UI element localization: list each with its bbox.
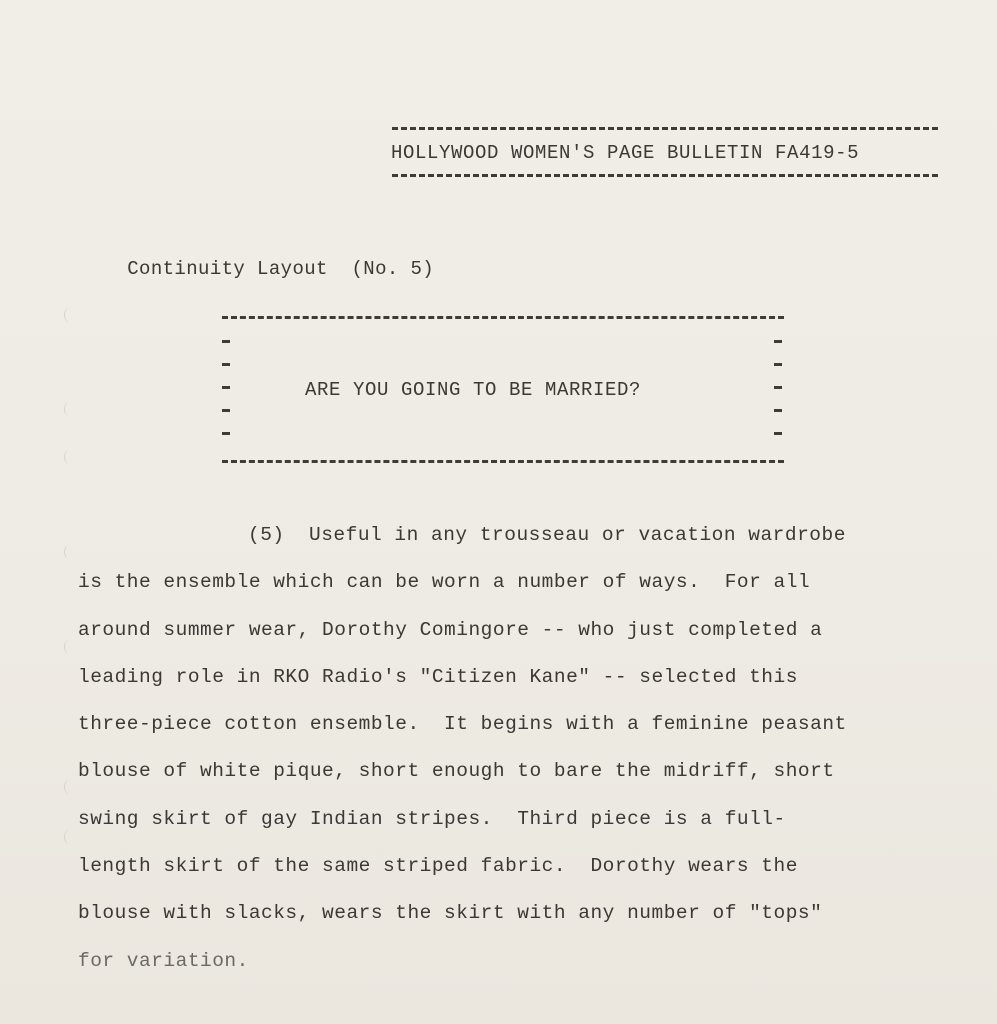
article-body: [78, 512, 978, 985]
layout-label: Continuity Layout: [127, 258, 328, 280]
headline-box-bottom: [222, 460, 784, 463]
article-line: leading role in RKO Radio's "Citizen Kane" -- selected this: [78, 665, 798, 688]
margin-mark: [64, 640, 75, 654]
margin-mark: [64, 308, 75, 322]
article-line: three-piece cotton ensemble. It begins with a feminine peasant: [78, 713, 847, 736]
headline-box-left: [222, 340, 230, 440]
article-line: is the ensemble which can be worn a number of ways. For all: [78, 571, 811, 594]
header-rule-top: [392, 127, 938, 130]
bulletin-title: HOLLYWOOD WOMEN'S PAGE BULLETIN FA419-5: [391, 142, 860, 164]
margin-mark: [64, 402, 75, 416]
layout-number: (No. 5): [351, 258, 435, 280]
margin-mark: [64, 780, 75, 794]
article-line: around summer wear, Dorothy Comingore -- who just completed a: [78, 618, 823, 641]
headline-box-top: [222, 316, 784, 319]
continuity-layout-label: [80, 236, 434, 302]
header-rule-bottom: [392, 174, 938, 177]
margin-mark: [64, 830, 75, 844]
article-line: (5) Useful in any trousseau or vacation wardrobe: [248, 524, 846, 546]
article-line: swing skirt of gay Indian stripes. Third piece is a full-: [78, 807, 786, 830]
article-line: for variation.: [78, 949, 249, 972]
headline-box-right: [774, 340, 782, 440]
article-line: blouse with slacks, wears the skirt with any number of "tops": [78, 902, 823, 925]
margin-mark: [64, 545, 75, 559]
margin-mark: [64, 450, 75, 464]
article-line: blouse of white pique, short enough to bare the midriff, short: [78, 760, 835, 783]
article-line: length skirt of the same striped fabric. Dorothy wears the: [78, 855, 798, 878]
headline-text: ARE YOU GOING TO BE MARRIED?: [305, 379, 642, 401]
